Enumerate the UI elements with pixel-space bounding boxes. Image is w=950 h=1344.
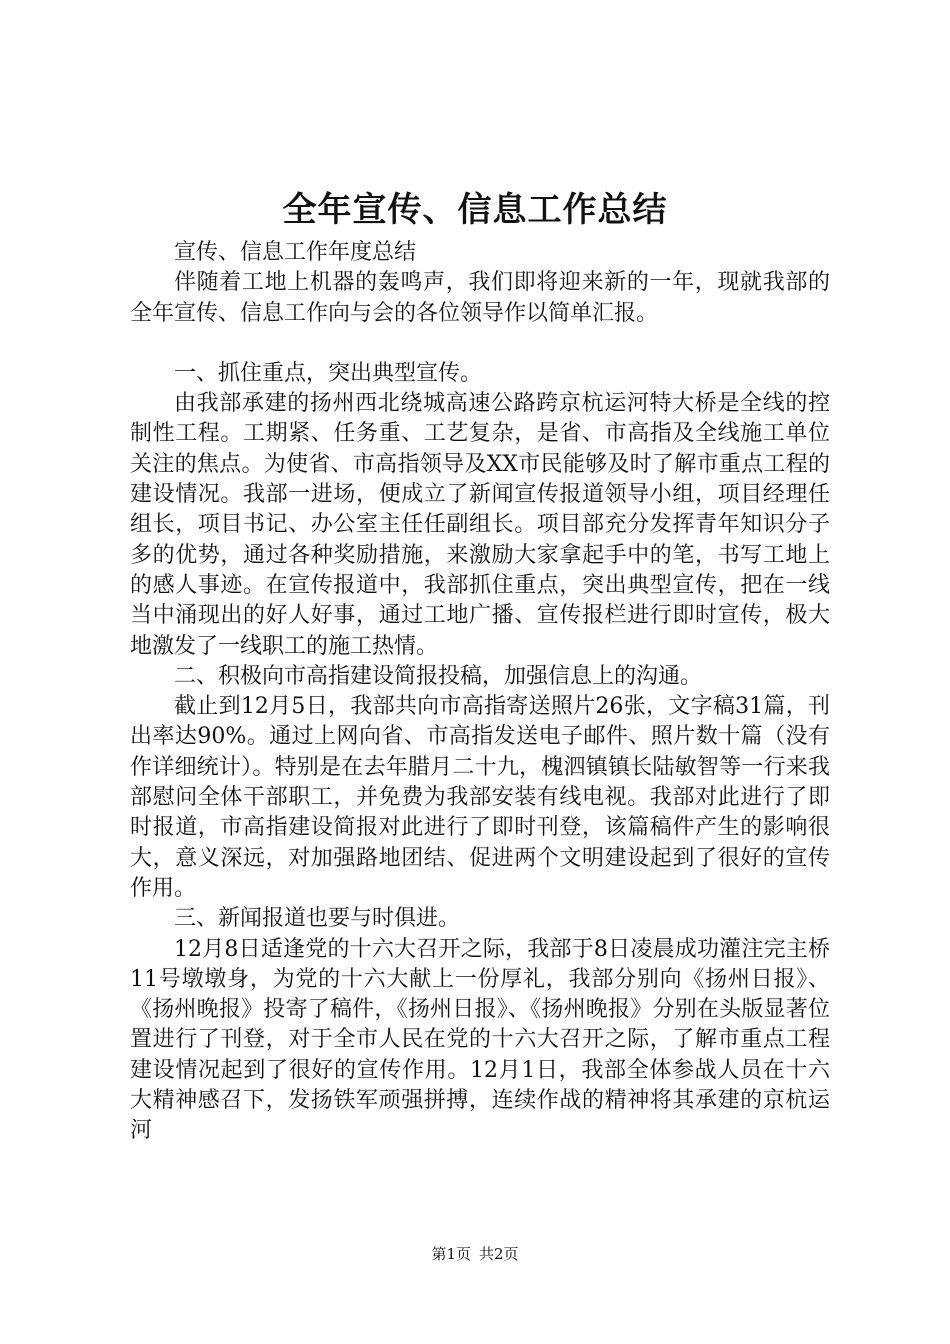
page-number: 第1页 bbox=[431, 1245, 471, 1263]
intro-paragraph: 伴随着工地上机器的轰鸣声，我们即将迎来新的一年，现就我部的全年宣传、信息工作向与会的各位领导作以简单汇报。 bbox=[130, 270, 830, 326]
section-heading-1: 一、抓住重点，突出典型宣传。 bbox=[174, 360, 483, 386]
subtitle-paragraph: 宣传、信息工作年度总结 bbox=[174, 240, 417, 265]
document-title: 全年宣传、信息工作总结 bbox=[282, 190, 668, 230]
section-paragraph-2: 截止到12月5日，我部共向市高指寄送照片26张，文字稿31篇，刊出率达90%。通过上网向省、市高指发送电子邮件、照片数十篇（没有作详细统计）。特别是在去年腊月二十九，槐泗镇镇长陆敏智等一行来我部慰问全体干部职工，并免费为我部安装有线电视。我部对此进行了即时报道，市高指建设简报对此进行了即时刊登，该篇稿件产生的影响很大，意义深远，对加强路地团结、促进两个文明建设起到了很好的宣传作用。 bbox=[130, 694, 830, 901]
page-total: 共2页 bbox=[479, 1245, 519, 1263]
section-paragraph-3: 12月8日适逢党的十六大召开之际，我部于8日凌晨成功灌注完主桥11号墩墩身，为党的十六大献上一份厚礼，我部分别向《扬州日报》、《扬州晚报》投寄了稿件，《扬州日报》、《扬州晚报》分别在头版显著位置进行了刊登，对于全市人民在党的十六大召开之际，了解市重点工程建设情况起到了很好的宣传作用。12月1日，我部全体参战人员在十六大精神感召下，发扬铁军顽强拼搏，连续作战的精神将其承建的京杭运河 bbox=[130, 936, 830, 1144]
document-body bbox=[130, 238, 830, 1147]
section-heading-3: 三、新闻报道也要与时俱进。 bbox=[174, 906, 461, 932]
page-footer bbox=[0, 1244, 950, 1264]
section-paragraph-1: 由我部承建的扬州西北绕城高速公路跨京杭运河特大桥是全线的控制性工程。工期紧、任务重、工艺复杂，是省、市高指及全线施工单位关注的焦点。为使省、市高指领导及XX市民能够及时了解市重点工程的建设情况。我部一进场，便成立了新闻宣传报道领导小组，项目经理任组长，项目书记、办公室主任任副组长。项目部充分发挥青年知识分子多的优势，通过各种奖励措施，来激励大家拿起手中的笔，书写工地上的感人事迹。在宣传报道中，我部抓住重点，突出典型宣传，把在一线当中涌现出的好人好事，通过工地广播、宣传报栏进行即时宣传，极大地激发了一线职工的施工热情。 bbox=[130, 391, 830, 659]
section-heading-2: 二、积极向市高指建设简报投稿，加强信息上的沟通。 bbox=[174, 663, 703, 689]
